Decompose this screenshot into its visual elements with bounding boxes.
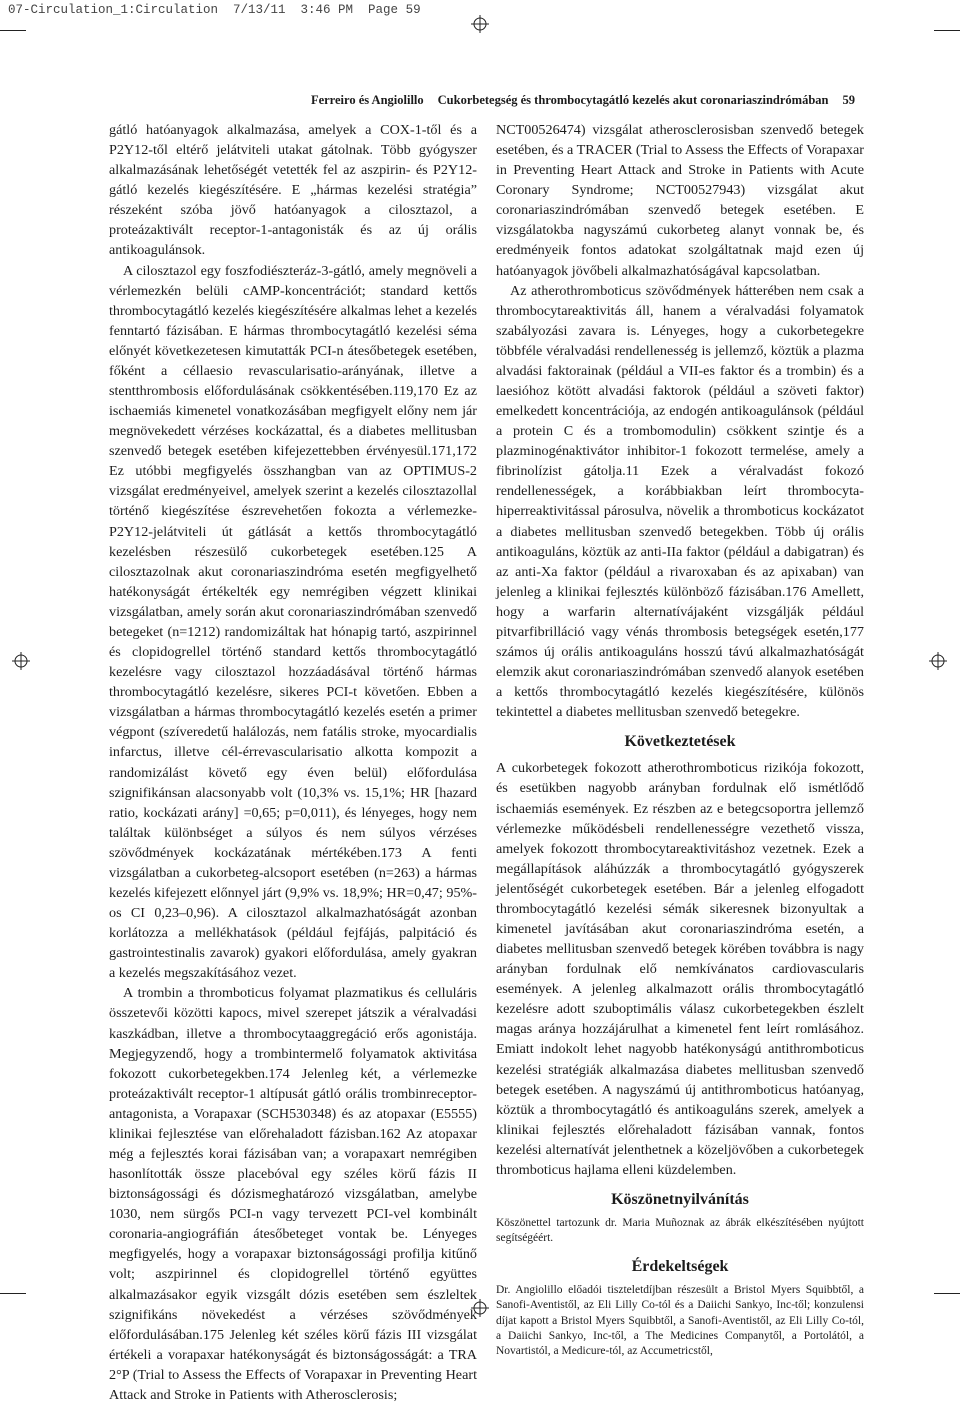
left-column <box>109 120 477 1405</box>
acknowledgement-text: Köszönettel tartozunk dr. Maria Muñoznak az ábrák elkészítésében nyújtott segítségéért. <box>496 1216 864 1245</box>
paragraph: NCT00526474) vizsgálat atherosclerosisban szenvedő betegek esetében, és a TRACER (Trial to Assess the Effects of Vorapaxar in Preventing Heart Attack and Stroke in Patients with Acute Coronary Syndrome; NCT00527943) vizsgálat akut coronariaszindrómában szenvedő betegek esetében. E vizsgálatokba nagyszámú cukorbeteg alanyt vonnak be, és eredményeik fontos adatokat szolgáltatnak majd ezen új hatóanyagok jövőbeli alkalmazhatóságával kapcsolatban. <box>496 122 864 279</box>
paragraph: A trombin a thromboticus folyamat plazmatikus és celluláris összetevői közötti kapocs, mivel szerepet játszik a véralvadási kaszkádban, illetve a thrombocytaaggregáció erős agonistája. Megjegyzendő, hogy a trombintermelő folyamatok aktivitása fokozott cukorbetegekben.174 Jelenleg két, a vérlemezke proteázaktivált receptor-1 altípusát gátló orális trombinreceptor-antagonista, a Vorapaxar (SCH530348) és az atopaxar (E5555) klinikai fejlesztése van előrehaladott fázisban.162 Az atopaxar még a fejlesztés korai fázisában van; a vorapaxart nemrégiben hasonlították össze placebóval egy széles körű fázis II biztonságossági és dózismeghatározó vizsgálatban, amelybe 1030, nem sürgős PCI-n vagy tervezett PCI-vel kombinált coronaria-angiográfián átesőbeteget vontak be. Lényeges megfigyelés, hogy a vorapaxar biztonságossági profilja kitűnő volt; aszpirinnel és clopidogrellel történő együttes alkalmazásakor egyik vizsgált dózis esetében sem észleltek szignifikáns növekedést a vérzéses szövődmények előfordulásában.175 Jelenleg két széles körű fázis III vizsgálat értékeli a vorapaxar hatékonyságát és biztonságosságát: a TRA 2°P (Trial to Assess the Effects of Vorapaxar in Preventing Heart Attack and Stroke in Patients with Atherosclerosis; <box>109 985 477 1403</box>
registration-mark-icon <box>471 15 489 33</box>
section-heading: Következtetések <box>624 733 736 751</box>
crop-mark <box>934 1293 960 1294</box>
registration-mark-icon <box>929 652 947 670</box>
page-number: 59 <box>842 93 855 107</box>
crop-mark <box>0 1293 26 1294</box>
registration-mark-icon <box>12 652 30 670</box>
conflict-of-interest-text: Dr. Angiolillo előadói tiszteletdíjban részesült a Bristol Myers Squibbtől, a Sanofi-Aventistől, az Eli Lilly Co-tól és a Daiichi Sankyo, Inc-től; konzulensi díjat kapott a Bristol Myers Squibbtől, a Sanofi-Aventistől, az Eli Lilly Co-tól, a Daiichi Sankyo, Inc-től, a The Medicines Companytől, a Portolától, a Novartistól, a Medicure-tól, az Accumetricstől, <box>496 1283 864 1358</box>
right-column <box>496 120 864 1360</box>
crop-mark <box>0 30 26 31</box>
paragraph: A cilosztazol egy foszfodiészteráz-3-gátló, amely megnöveli a vérlemezkén belüli cAMP-koncentrációt; standard kettős thrombocytagátló kezelés kiegészítésére alkalmas lehet a kezelés fenntartó fázisában. E hármas thrombocytagátló kezelési séma előnyét következetesen kimutatták PCI-n átesőbetegek esetében, főként a céllaesio revascularisatio-arányának, illetve a stentthrombosis előfordulásának csökkentésében.119,170 Ez az ischaemiás kimenetel vonatkozásában megfigyelt előny nem jár megnövekedett vérzéses kockázattal, és a diabetes mellitusban szenvedő betegek esetében kifejezettebben érvényesül.171,172 Ez utóbbi megfigyelés összhangban van az OPTIMUS-2 vizsgálat eredményeivel, amelyek szerint a kezelés cilosztazollal történő kiegészítése észrevehetően fokozta a vérlemezke-P2Y12-jelátviteli út gátlását a kettős thrombocytagátló kezelésben részesülő cukorbetegek esetében.125 A cilosztazolnak akut coronariaszindróma esetén megfigyelhető hatékonyságát értékelték egy nemrégiben végzett klinikai vizsgálatban, amely során akut coronariaszindrómában szenvedő betegeket (n=1212) randomizáltak hat hónapig tartó, aszpirinnel és clopidogrellel történő standard kettős thrombocytagátló kezelésre vagy cilosztazol hozzáadásával történő hármas thrombocytagátló kezelésre, sikeres PCI-t követően. Ebben a vizsgálatban a hármas thrombocytagátló kezelés esetén a primer végpont (szíveredetű halálozás, nem fatális stroke, myocardialis infarctus, illetve cél-érrevascularisatio alkotta kompozit a randomizálást követő egy éven belül) előfordulása szignifikánsan alacsonyabb volt (10,3% vs. 15,1%; HR [hazard ratio, kockázati arány] =0,65; p=0,011), és lényeges, hogy nem találtak különbséget a súlyos és nem súlyos vérzéses szövődmények kockázatának mértékében.173 A fenti vizsgálatban a cukorbeteg-alcsoport esetében (n=263) a hármas kezelés kifejezett előnnyel járt (9,9% vs. 18,9%; HR=0,47; 95%-os CI 0,23–0,96). A cilosztazol alkalmazhatóságát azonban korlátozza a mellékhatások (például fejfájás, palpitáció és gastrointestinalis zavarok) gyakori előfordulása, amely gyakran a kezelés megszakításához vezet. <box>109 262 477 982</box>
print-slug: 07-Circulation_1:Circulation 7/13/11 3:46 PM Page 59 <box>8 3 421 17</box>
paragraph: gátló hatóanyagok alkalmazása, amelyek a COX-1-től és a P2Y12-től eltérő jelátviteli utakat gátolnak. Több gyógyszer alkalmazásának lehetőségét vetették fel az aszpirin- és P2Y12-gátló kezelés kiegészítésére. E „hármas kezelési stratégia” részeként szóba jövő hatóanyagok a cilosztazol, a proteázaktivált receptor-1-antagonisták és az új orális antikoagulánsok. <box>109 122 477 259</box>
header-authors: Ferreiro és Angiolillo <box>310 93 424 107</box>
crop-mark <box>934 30 960 31</box>
section-heading: Érdekeltségek <box>631 1257 729 1275</box>
paragraph: Az atherothromboticus szövődmények hátterében nem csak a thrombocytareaktivitás áll, hanem a véralvadási folyamatok szabályozási zavara is. Lényeges, hogy a cukorbetegekre többféle véralvadási rendellenesség is jellemző, köztük a plazma alvadási faktorainak (például a VII-es faktor és a trombin) és a laesióhoz kötött alvadási faktorok (például a szöveti faktor) emelkedett koncentrációja, az endogén antikoagulánsok (például a protein C és a trombomodulin) csökkent szintje és a plazminogénaktivátor inhibitor-1 fokozott termelése, amely a fibrinolízist gátolja.11 Ezek a véralvadást fokozó rendellenességek, a korábbiakban leírt thrombocyta-hiperreaktivitással párosulva, növelik a thromboticus kockázatot a diabetes mellitusban szenvedő betegekben. Több új orális antikoaguláns, köztük az anti-IIa faktor (például a dabigatran) és az anti-Xa faktor (például a rivaroxaban és az apixaban) van jelenleg a klinikai fejlesztés különböző fázisában.176 Amellett, hogy a warfarin alternatívájaként vizsgálják például pitvarfibrilláció vagy vénás thrombosis betegségek esetén,177 számos új orális antikoaguláns hosszú távú alkalmazhatóságát elemzik akut coronariaszindrómában szenvedő alanyok esetében a kettős thrombocytagátló kezelés kiegészítésére, különös tekintettel a diabetes mellitusban szenvedő betegekre. <box>496 282 864 721</box>
header-title: Cukorbetegség és thrombocytagátló kezelés akut coronariaszindrómában <box>437 93 829 107</box>
paragraph: A cukorbetegek fokozott atherothromboticus rizikója fokozott, és esetükben nagyobb arányban fordulnak elő ismétlődő ischaemiás események. Ez részben az e betegcsoportra jellemző vérlemezke működésbeli rendellenességre vezethető vissza, amelyek fokozott thrombocytareaktivitáshoz vezetnek. Ezek a megállapítások aláhúzzák a thrombocytagátló gyógyszerek jelentőségét cukorbetegek esetében. Bár a jelenleg elfogadott thrombocytagátló kezelési sémák sikeresnek bizonyultak a kimenetel javításában akut coronariaszindróma esetén, a diabetes mellitusban szenvedő betegek körében továbbra is nagy arányban fordulnak elő nemkívánatos cardiovascularis események. A jelenleg alkalmazott orális thrombocytagátló kezelésre adott szuboptimális válasz cukorbetegekben észlelt magas aránya hozzájárulhat a kimenetel fent leírt romlásához. Emiatt indokolt lehet nagyobb hatékonyságú antithromboticus kezelési stratégiák alkalmazása diabetes mellitusban szenvedő betegek esetében. A nagyszámú új antithromboticus hatóanyag, köztük a thrombocytagátló és antikoaguláns szerek, amelyek a klinikai fejlesztés előrehaladott fázisában vannak, fontos kezelési alternatívát jelenthetnek a közeljövőben a cukorbetegek thromboticus hajlama elleni küzdelemben. <box>496 760 864 1178</box>
section-heading: Köszönetnyilvánítás <box>611 1190 749 1208</box>
running-header <box>110 93 855 108</box>
